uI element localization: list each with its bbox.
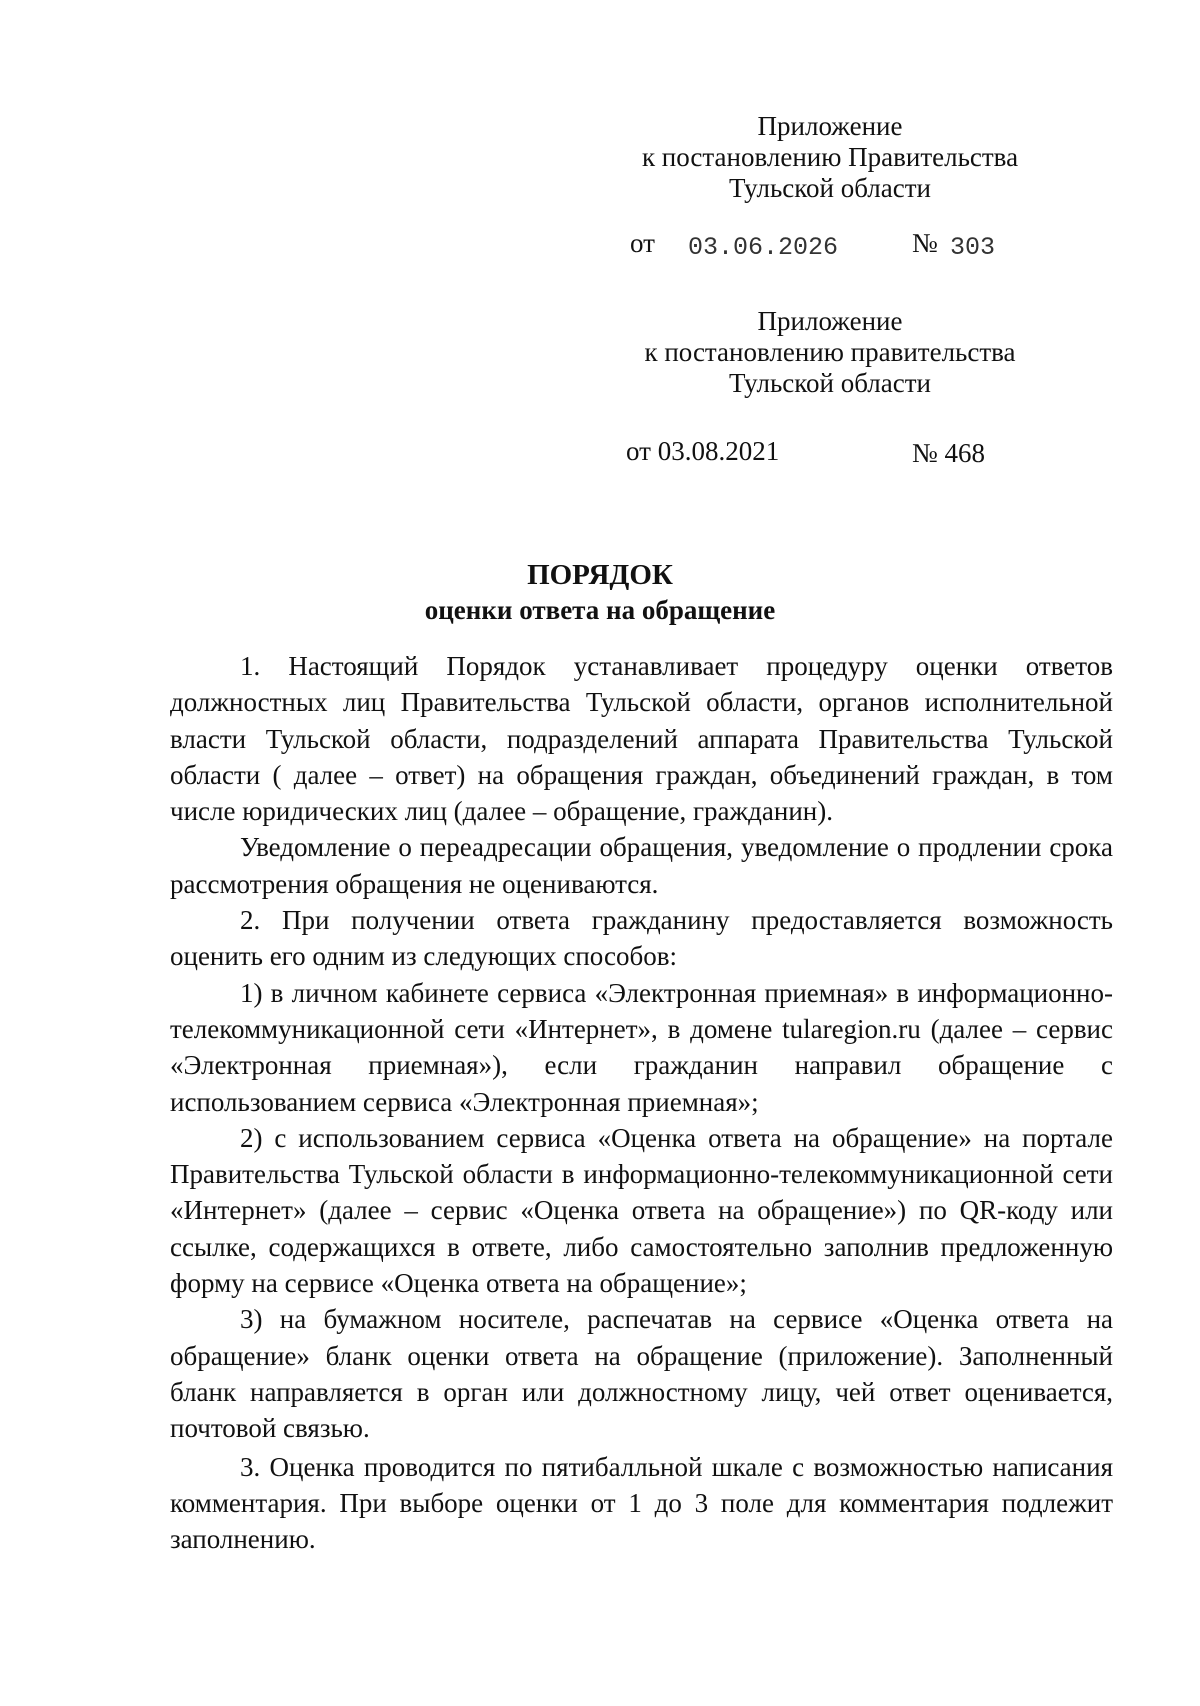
document-body [170,648,1113,1557]
appendix-resolution-line: к постановлению Правительства [641,142,1019,172]
list-item-3: 3) на бумажном носителе, распечатав на сервисе «Оценка ответа на обращение» бланк оценки ответа на обращение (приложение). Заполненный бланк направляется в орган или должностному лицу, чей ответ оценивается, почтовой связью. [170,1304,1113,1444]
list-item-1: 1) в личном кабинете сервиса «Электронная приемная» в информационно-телекоммуникационной сети «Интернет», в домене tularegion.ru (далее – сервис «Электронная приемная»), если гражданин направил обращение с использованием сервиса «Электронная приемная»; [170,977,1113,1117]
paragraph-2: 2. При получении ответа гражданину предоставляется возможность оценить его одним из следующих способов: [170,905,1113,972]
appendix-label: Приложение [757,111,903,141]
appendix-label: Приложение [757,306,903,336]
resolution-number-old: № 468 [912,438,986,468]
resolution-date-new: 03.06.2026 [688,233,839,262]
resolution-number-new: 303 [950,233,996,262]
paragraph-1: 1. Настоящий Порядок устанавливает процедуру оценки ответов должностных лиц Правительства Тульской области, органов исполнительной власти Тульской области, подразделений аппарата Правительства Тульской области ( далее – ответ) на обращения граждан, объединений граждан, в том числе юридических лиц (далее – обращение, гражданин). [170,651,1113,827]
number-prefix-new: № [912,228,938,258]
document-subtitle: оценки ответа на обращение [424,595,776,625]
resolution-date-old: от 03.08.2021 [626,436,780,466]
list-item-2: 2) с использованием сервиса «Оценка ответа на обращение» на портале Правительства Тульской области в информационно-телекоммуникационной сети «Интернет» (далее – сервис «Оценка ответа на обращение») по QR-коду или ссылке, содержащихся в ответе, либо самостоятельно заполнив предложенную форму на сервисе «Оценка ответа на обращение»; [170,1122,1113,1299]
appendix-header-old [600,306,1060,399]
appendix-region-line: Тульской области [729,173,931,203]
date-prefix-new: от [630,228,655,258]
appendix-resolution-line: к постановлению правительства [644,337,1016,367]
appendix-region-line: Тульской области [729,368,931,398]
appendix-header-new [600,111,1060,204]
paragraph-notice: Уведомление о переадресации обращения, уведомление о продлении срока рассмотрения обращения не оцениваются. [170,832,1113,899]
document-title: ПОРЯДОК [527,559,673,591]
paragraph-3: 3. Оценка проводится по пятибалльной шкале с возможностью написания комментария. При выборе оценки от 1 до 3 поле для комментария подлежит заполнению. [170,1451,1113,1555]
